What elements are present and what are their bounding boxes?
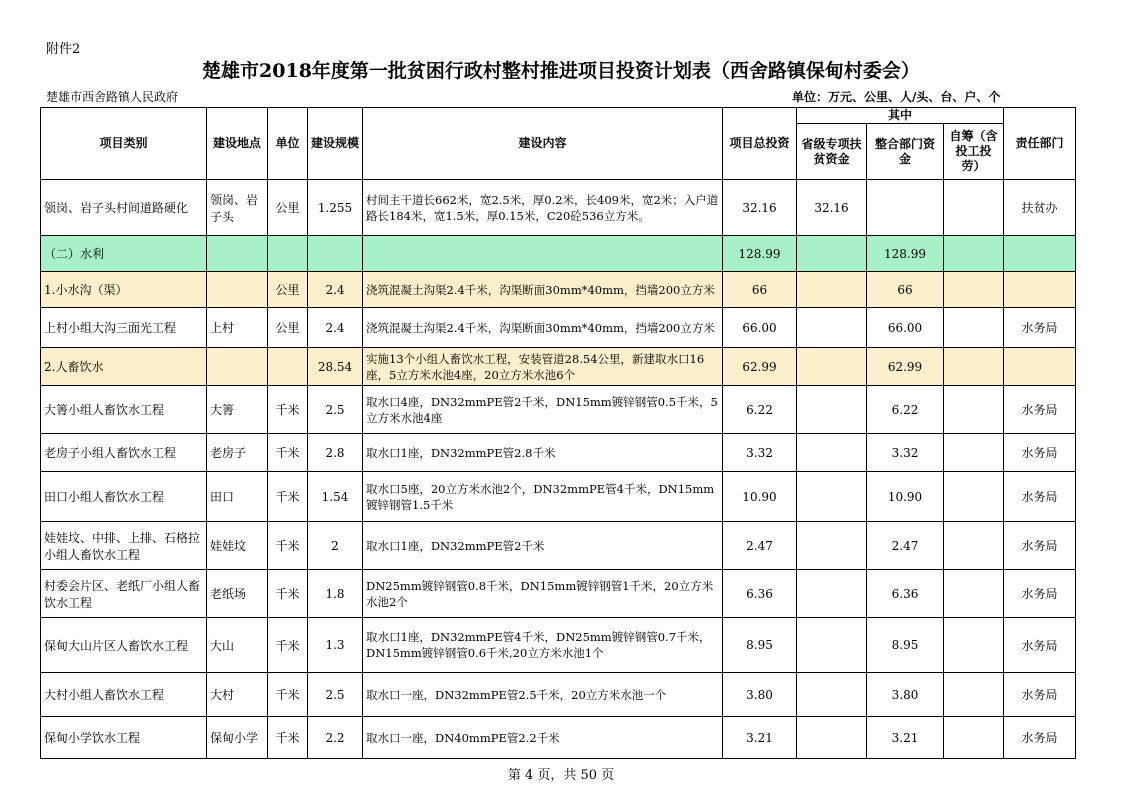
cell-integrated: 66.00 bbox=[867, 308, 944, 348]
cell-total: 6.36 bbox=[723, 570, 797, 618]
cell-scale: 1.54 bbox=[308, 472, 363, 522]
cell-unit: 公里 bbox=[268, 272, 308, 308]
cell-provincial bbox=[797, 472, 867, 522]
cell-integrated bbox=[867, 180, 944, 236]
cell-category: 村委会片区、老纸厂小组人畜饮水工程 bbox=[41, 570, 207, 618]
cell-integrated: 66 bbox=[867, 272, 944, 308]
cell-provincial: 32.16 bbox=[797, 180, 867, 236]
cell-total: 10.90 bbox=[723, 472, 797, 522]
cell-dept: 水务局 bbox=[1004, 522, 1076, 570]
cell-scale: 2.8 bbox=[308, 434, 363, 472]
issuer-label: 楚雄市西舍路镇人民政府 bbox=[46, 90, 179, 104]
cell-total: 3.80 bbox=[723, 673, 797, 717]
cell-category: （二）水利 bbox=[41, 236, 207, 272]
cell-unit: 千米 bbox=[268, 386, 308, 434]
cell-self-raised bbox=[944, 618, 1004, 673]
page-footer: 第 4 页，共 50 页 bbox=[507, 768, 615, 783]
table-row bbox=[41, 717, 1076, 759]
cell-category: 保甸大山片区人畜饮水工程 bbox=[41, 618, 207, 673]
cell-scale: 2.4 bbox=[308, 272, 363, 308]
cell-unit: 公里 bbox=[268, 308, 308, 348]
header-unit: 单位 bbox=[268, 108, 308, 180]
cell-location: 大箐 bbox=[207, 386, 268, 434]
cell-content: 村间主干道长662米，宽2.5米，厚0.2米，长409米，宽2米；入户道路长184米，宽1.5米，厚0.15米，C20砼536立方米。 bbox=[363, 180, 723, 236]
cell-content: 取水口4座，DN32mmPE管2千米，DN15mm镀锌钢管0.5千米，5立方米水池4座 bbox=[363, 386, 723, 434]
cell-location: 娃娃坟 bbox=[207, 522, 268, 570]
cell-integrated: 3.32 bbox=[867, 434, 944, 472]
cell-location bbox=[207, 348, 268, 386]
cell-self-raised bbox=[944, 308, 1004, 348]
cell-scale: 2.4 bbox=[308, 308, 363, 348]
cell-category: 大箐小组人畜饮水工程 bbox=[41, 386, 207, 434]
cell-self-raised bbox=[944, 717, 1004, 759]
cell-location: 老房子 bbox=[207, 434, 268, 472]
table-row bbox=[41, 434, 1076, 472]
header-content: 建设内容 bbox=[363, 108, 723, 180]
cell-dept bbox=[1004, 236, 1076, 272]
table-row bbox=[41, 348, 1076, 386]
cell-total: 8.95 bbox=[723, 618, 797, 673]
cell-category: 2.人畜饮水 bbox=[41, 348, 207, 386]
cell-dept bbox=[1004, 272, 1076, 308]
page-title: 楚雄市2018年度第一批贫困行政村整村推进项目投资计划表（西舍路镇保甸村委会） bbox=[202, 60, 920, 82]
cell-total: 66 bbox=[723, 272, 797, 308]
cell-content: DN25mm镀锌钢管0.8千米，DN15mm镀锌钢管1千米，20立方米水池2个 bbox=[363, 570, 723, 618]
cell-scale: 2.2 bbox=[308, 717, 363, 759]
cell-integrated: 62.99 bbox=[867, 348, 944, 386]
table-row bbox=[41, 236, 1076, 272]
cell-integrated: 2.47 bbox=[867, 522, 944, 570]
cell-content: 取水口1座，DN32mmPE管4千米，DN25mm镀锌钢管0.7千米，DN15mm镀锌钢管0.6千米,20立方米水池1个 bbox=[363, 618, 723, 673]
header-of-which: 其中 bbox=[797, 108, 1004, 124]
cell-scale: 1.3 bbox=[308, 618, 363, 673]
cell-unit: 千米 bbox=[268, 618, 308, 673]
cell-unit: 千米 bbox=[268, 472, 308, 522]
cell-total: 3.32 bbox=[723, 434, 797, 472]
cell-dept: 水务局 bbox=[1004, 717, 1076, 759]
cell-content: 取水口一座，DN40mmPE管2.2千米 bbox=[363, 717, 723, 759]
cell-provincial bbox=[797, 386, 867, 434]
cell-scale: 1.255 bbox=[308, 180, 363, 236]
cell-unit bbox=[268, 348, 308, 386]
cell-location: 上村 bbox=[207, 308, 268, 348]
header-integrated: 整合部门资金 bbox=[867, 124, 944, 180]
cell-integrated: 6.22 bbox=[867, 386, 944, 434]
table-row bbox=[41, 308, 1076, 348]
cell-total: 66.00 bbox=[723, 308, 797, 348]
cell-total: 128.99 bbox=[723, 236, 797, 272]
cell-content bbox=[363, 236, 723, 272]
header-category: 项目类别 bbox=[41, 108, 207, 180]
unit-note: 单位：万元、公里、人/头、台、户、个 bbox=[792, 90, 1001, 104]
cell-category: 保甸小学饮水工程 bbox=[41, 717, 207, 759]
cell-integrated: 3.80 bbox=[867, 673, 944, 717]
table-row bbox=[41, 272, 1076, 308]
cell-provincial bbox=[797, 522, 867, 570]
cell-total: 6.22 bbox=[723, 386, 797, 434]
cell-dept: 水务局 bbox=[1004, 308, 1076, 348]
cell-category: 领岗、岩子头村间道路硬化 bbox=[41, 180, 207, 236]
cell-provincial bbox=[797, 308, 867, 348]
cell-location bbox=[207, 272, 268, 308]
cell-scale: 28.54 bbox=[308, 348, 363, 386]
cell-scale: 1.8 bbox=[308, 570, 363, 618]
cell-location: 领岗、岩子头 bbox=[207, 180, 268, 236]
cell-scale: 2.5 bbox=[308, 386, 363, 434]
cell-provincial bbox=[797, 570, 867, 618]
cell-location: 老纸场 bbox=[207, 570, 268, 618]
cell-self-raised bbox=[944, 272, 1004, 308]
cell-location: 大村 bbox=[207, 673, 268, 717]
header-provincial: 省级专项扶贫资金 bbox=[797, 124, 867, 180]
header-dept: 责任部门 bbox=[1004, 108, 1076, 180]
cell-total: 62.99 bbox=[723, 348, 797, 386]
table-row bbox=[41, 180, 1076, 236]
table-row bbox=[41, 522, 1076, 570]
cell-location bbox=[207, 236, 268, 272]
header-scale: 建设规模 bbox=[308, 108, 363, 180]
cell-category: 田口小组人畜饮水工程 bbox=[41, 472, 207, 522]
cell-integrated: 128.99 bbox=[867, 236, 944, 272]
cell-self-raised bbox=[944, 386, 1004, 434]
cell-total: 32.16 bbox=[723, 180, 797, 236]
cell-unit: 千米 bbox=[268, 570, 308, 618]
cell-scale: 2.5 bbox=[308, 673, 363, 717]
cell-unit: 千米 bbox=[268, 522, 308, 570]
cell-self-raised bbox=[944, 180, 1004, 236]
table-row bbox=[41, 673, 1076, 717]
cell-unit: 公里 bbox=[268, 180, 308, 236]
cell-dept: 水务局 bbox=[1004, 386, 1076, 434]
cell-category: 大村小组人畜饮水工程 bbox=[41, 673, 207, 717]
cell-content: 浇筑混凝土沟渠2.4千米，沟渠断面30mm*40mm，挡墙200立方米 bbox=[363, 272, 723, 308]
cell-dept: 水务局 bbox=[1004, 618, 1076, 673]
attachment-label: 附件2 bbox=[46, 42, 81, 57]
cell-location: 田口 bbox=[207, 472, 268, 522]
cell-provincial bbox=[797, 717, 867, 759]
cell-content: 浇筑混凝土沟渠2.4千米，沟渠断面30mm*40mm，挡墙200立方米 bbox=[363, 308, 723, 348]
cell-unit: 千米 bbox=[268, 434, 308, 472]
cell-self-raised bbox=[944, 348, 1004, 386]
cell-self-raised bbox=[944, 570, 1004, 618]
cell-scale: 2 bbox=[308, 522, 363, 570]
cell-content: 实施13个小组人畜饮水工程，安装管道28.54公里，新建取水口16座，5立方米水池4座，20立方米水池6个 bbox=[363, 348, 723, 386]
cell-location: 大山 bbox=[207, 618, 268, 673]
cell-category: 1.小水沟（渠） bbox=[41, 272, 207, 308]
cell-self-raised bbox=[944, 673, 1004, 717]
cell-dept bbox=[1004, 348, 1076, 386]
header-total: 项目总投资 bbox=[723, 108, 797, 180]
cell-content: 取水口一座，DN32mmPE管2.5千米，20立方米水池一个 bbox=[363, 673, 723, 717]
cell-dept: 水务局 bbox=[1004, 434, 1076, 472]
cell-content: 取水口1座，DN32mmPE管2千米 bbox=[363, 522, 723, 570]
table-row bbox=[41, 618, 1076, 673]
cell-dept: 水务局 bbox=[1004, 472, 1076, 522]
cell-content: 取水口1座，DN32mmPE管2.8千米 bbox=[363, 434, 723, 472]
cell-unit: 千米 bbox=[268, 717, 308, 759]
cell-content: 取水口5座，20立方米水池2个，DN32mmPE管4千米，DN15mm镀锌钢管1.5千米 bbox=[363, 472, 723, 522]
table-row bbox=[41, 386, 1076, 434]
cell-total: 2.47 bbox=[723, 522, 797, 570]
table-row bbox=[41, 570, 1076, 618]
cell-self-raised bbox=[944, 472, 1004, 522]
table-row bbox=[41, 472, 1076, 522]
header-self-raised: 自筹（含投工投劳） bbox=[944, 124, 1004, 180]
cell-dept: 水务局 bbox=[1004, 570, 1076, 618]
cell-self-raised bbox=[944, 522, 1004, 570]
cell-category: 老房子小组人畜饮水工程 bbox=[41, 434, 207, 472]
header-location: 建设地点 bbox=[207, 108, 268, 180]
cell-provincial bbox=[797, 434, 867, 472]
cell-provincial bbox=[797, 272, 867, 308]
investment-plan-table bbox=[40, 107, 1076, 759]
cell-integrated: 6.36 bbox=[867, 570, 944, 618]
cell-unit bbox=[268, 236, 308, 272]
cell-integrated: 10.90 bbox=[867, 472, 944, 522]
cell-integrated: 8.95 bbox=[867, 618, 944, 673]
cell-location: 保甸小学 bbox=[207, 717, 268, 759]
cell-provincial bbox=[797, 348, 867, 386]
cell-dept: 水务局 bbox=[1004, 673, 1076, 717]
cell-provincial bbox=[797, 618, 867, 673]
cell-integrated: 3.21 bbox=[867, 717, 944, 759]
cell-unit: 千米 bbox=[268, 673, 308, 717]
cell-dept: 扶贫办 bbox=[1004, 180, 1076, 236]
cell-scale bbox=[308, 236, 363, 272]
cell-self-raised bbox=[944, 434, 1004, 472]
cell-provincial bbox=[797, 236, 867, 272]
cell-provincial bbox=[797, 673, 867, 717]
cell-total: 3.21 bbox=[723, 717, 797, 759]
cell-category: 娃娃坟、中排、上排、石格拉小组人畜饮水工程 bbox=[41, 522, 207, 570]
cell-self-raised bbox=[944, 236, 1004, 272]
cell-category: 上村小组大沟三面光工程 bbox=[41, 308, 207, 348]
